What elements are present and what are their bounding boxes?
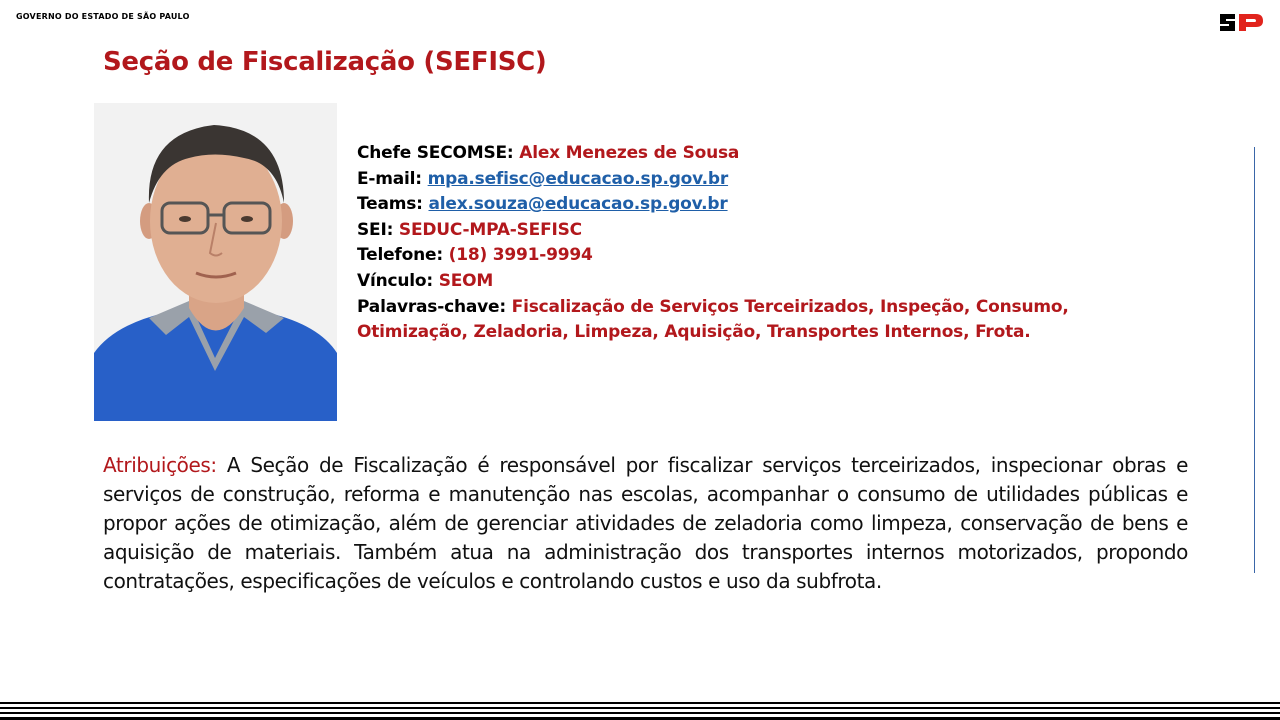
keywords-row (357, 295, 1157, 346)
email-link[interactable]: mpa.sefisc@educacao.sp.gov.br (427, 168, 729, 189)
page-title: Seção de Fiscalização (SEFISC) (103, 47, 547, 77)
teams-link[interactable]: alex.souza@educacao.sp.gov.br (428, 194, 728, 215)
contact-info (357, 141, 1157, 346)
email-row (357, 167, 1157, 193)
phone-row (357, 243, 1157, 269)
teams-row (357, 192, 1157, 218)
attributions-label: Atribuições: (103, 453, 217, 477)
chief-label: Chefe SECOMSE: (357, 143, 520, 163)
sp-logo (1218, 11, 1264, 33)
keywords-value: Fiscalização de Serviços Terceirizados, Inspeção, Consumo, Otimização, Zeladoria, Limpeza, Aquisição, Transportes Internos, Frota. (357, 296, 1069, 343)
teams-label: Teams: (357, 194, 429, 215)
bond-value: SEOM (438, 270, 494, 291)
bond-row (357, 269, 1157, 295)
chief-name: Alex Menezes de Sousa (519, 143, 740, 163)
chief-row (357, 141, 1157, 167)
sei-label: SEI: (357, 219, 399, 240)
profile-photo (94, 103, 337, 421)
sei-value: SEDUC-MPA-SEFISC (398, 219, 582, 240)
attributions-paragraph (103, 451, 1188, 596)
bond-label: Vínculo: (357, 270, 439, 291)
footer-stripes (0, 702, 1280, 720)
phone-value: (18) 3991-9994 (448, 245, 593, 266)
vertical-divider (1254, 147, 1255, 573)
phone-label: Telefone: (357, 245, 449, 266)
keywords-label: Palavras-chave: (357, 296, 512, 317)
sei-row (357, 218, 1157, 244)
attributions-text: A Seção de Fiscalização é responsável por fiscalizar serviços terceirizados, inspecionar obras e serviços de construção, reforma e manutenção nas escolas, acompanhar o consumo de utilidades públicas e propor ações de otimização, além de gerenciar atividades de zeladoria como limpeza, conservação de bens e aquisição de materiais. Também atua na administração dos transportes internos motorizados, propondo contratações, especificações de veículos e controlando custos e uso da subfrota. (103, 453, 1188, 593)
email-label: E-mail: (357, 168, 428, 189)
government-label: GOVERNO DO ESTADO DE SÃO PAULO (16, 12, 190, 21)
